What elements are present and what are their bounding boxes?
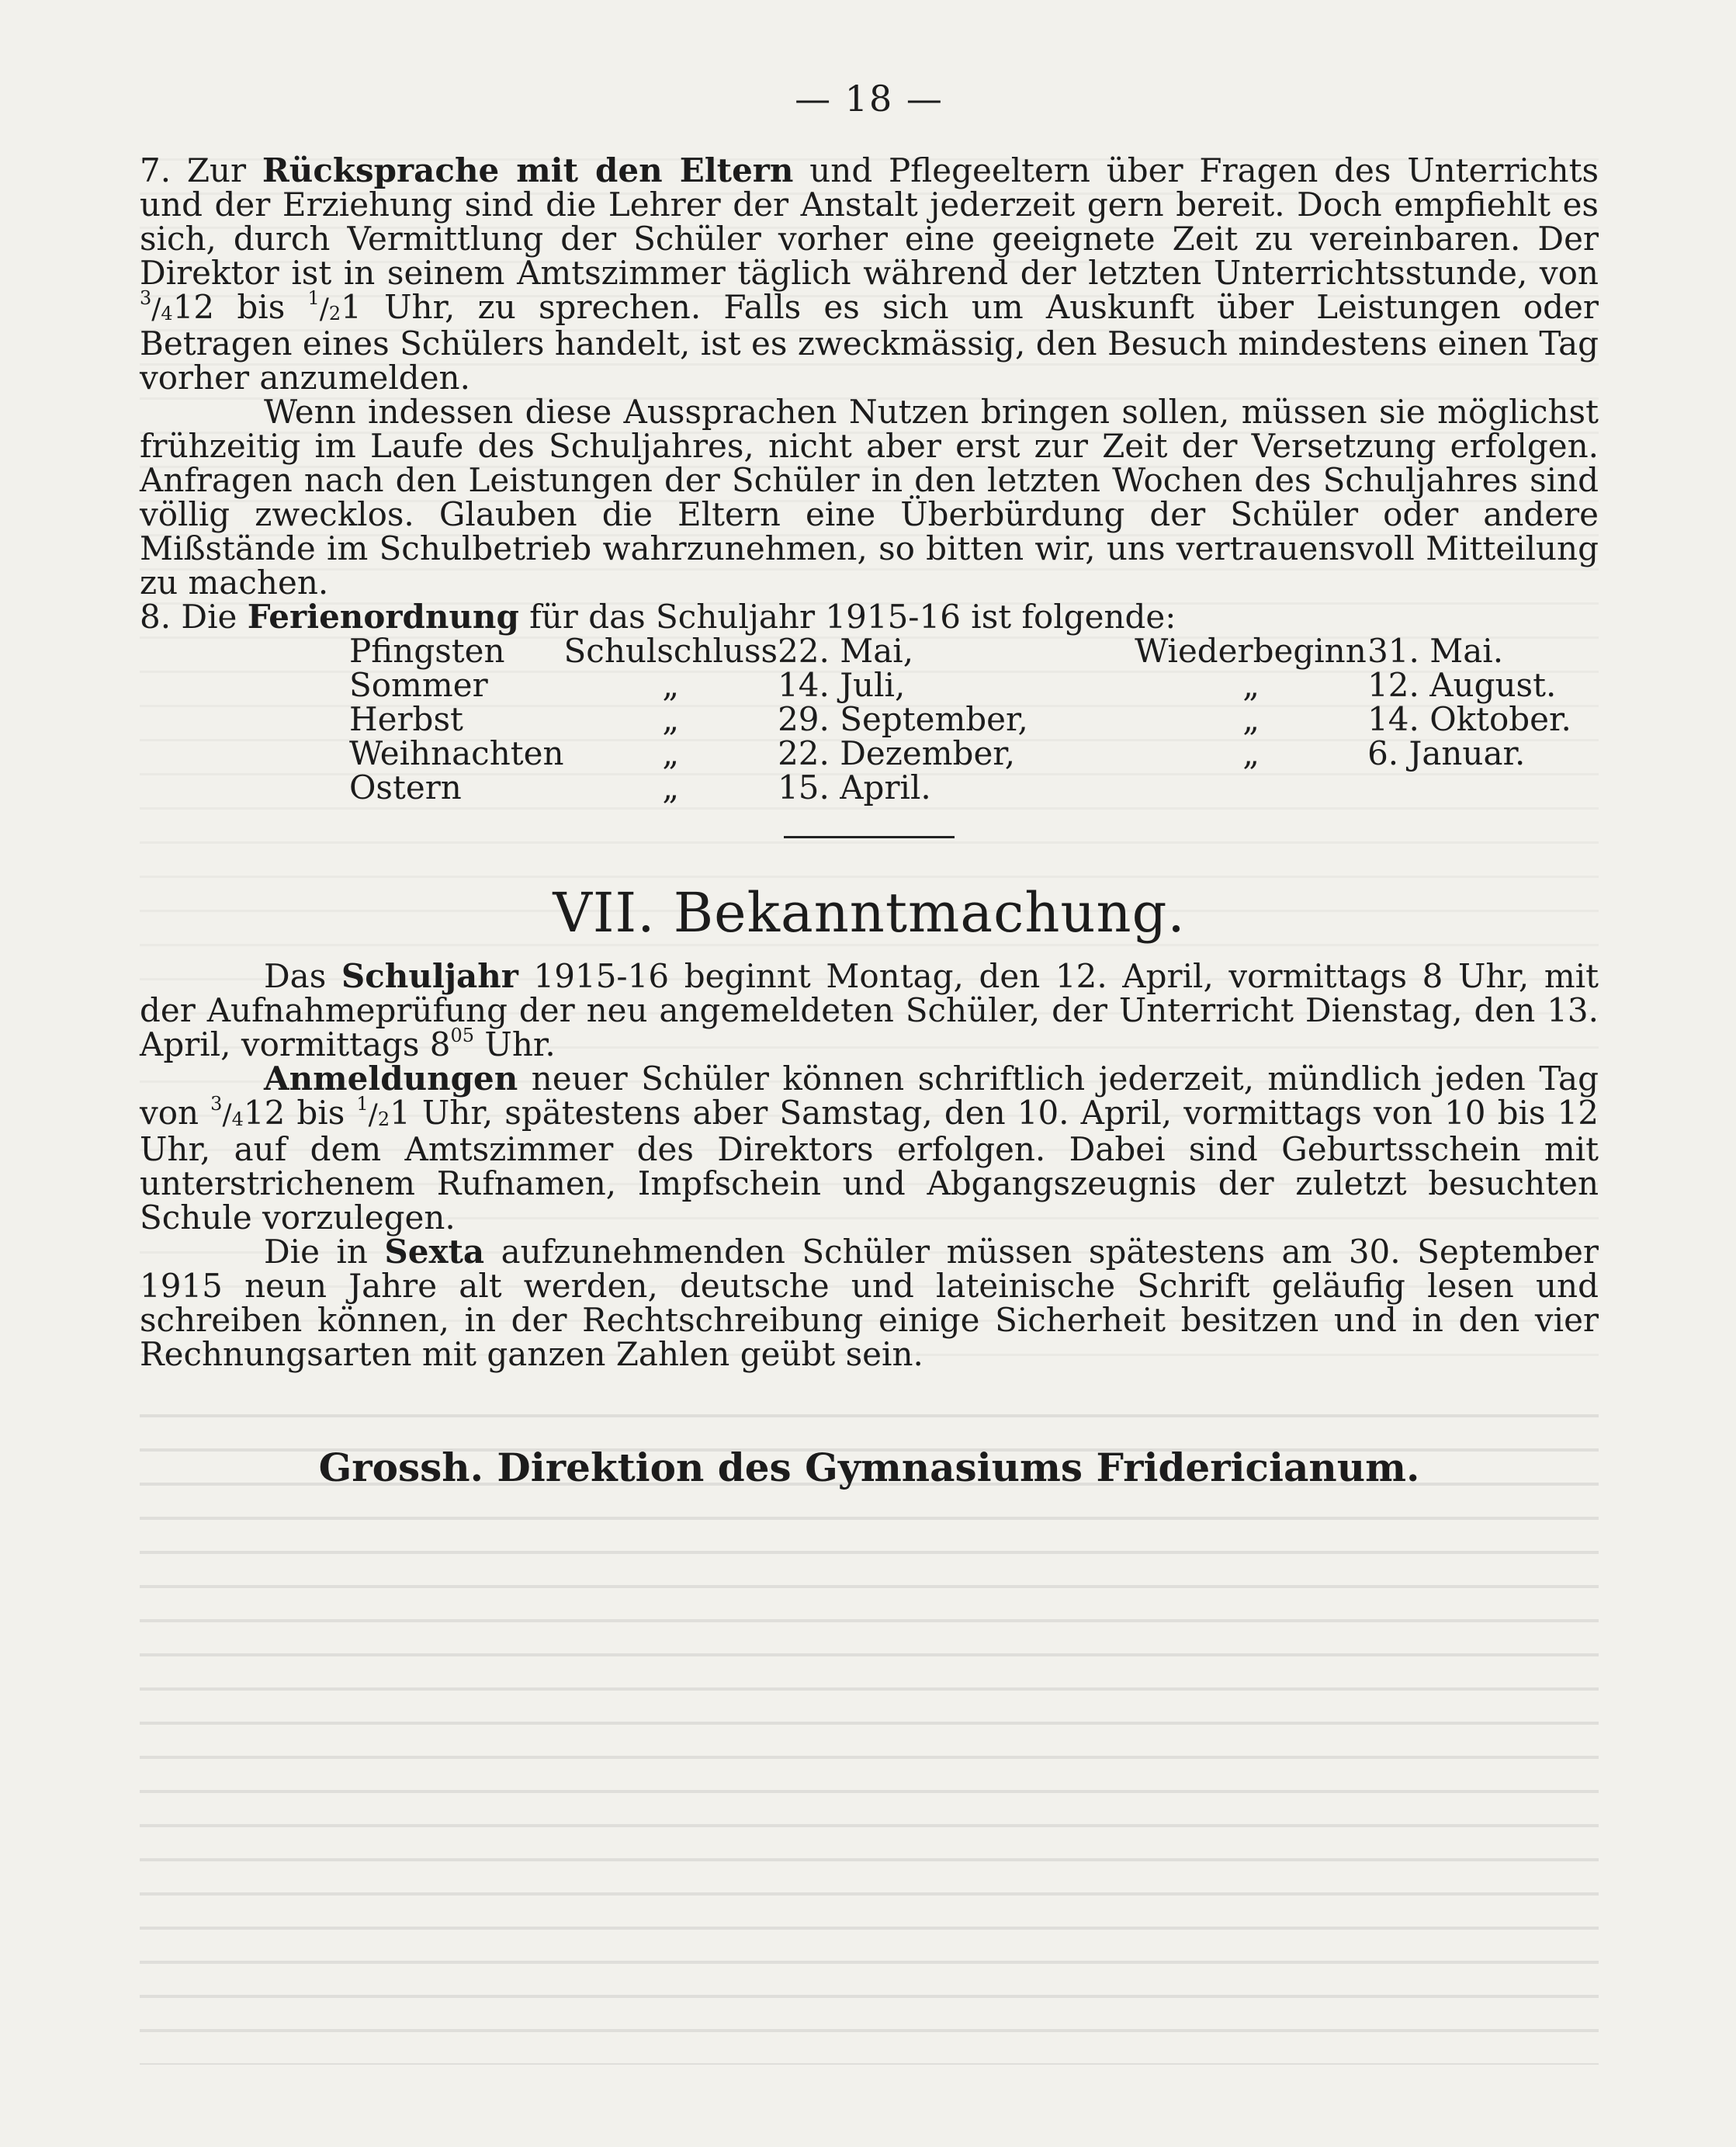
holiday-schedule-table [349, 634, 1571, 805]
section7-paragraph-1: 7. Zur Rücksprache mit den Eltern und Pflegeeltern über Fragen des Unterrichts und der Erziehung sind die Lehrer der Anstalt jederzeit gern bereit. Doch empfiehlt es sich, durch Vermittlung der Schüler vorher eine geeignete Zeit zu vereinbaren. Der Direktor ist in seinem Amtszimmer täglich während der letzten Unterrichtsstunde, von $^3/_412$ bis $^1/_21$ Uhr, zu sprechen. Falls es sich um Auskunft über Leistungen oder Betragen eines Schülers handelt, ist es zweckmässig, den Besuch mindestens einen Tag vorher anzumelden. [140, 151, 1599, 397]
table-row: Pfingsten Schulschluss 22. Mai, Wiederbeginn 31. Mai. [349, 632, 1504, 670]
announcement-paragraph-1: Das Schuljahr 1915-16 beginnt Montag, den 12. April, vormittags 8 Uhr, mit der Aufnahmeprüfung der neu angemeldeten Schüler, der Unterricht Dienstag, den 13. April, vormittags $8^{05}$ Uhr. [140, 957, 1599, 1063]
page-number: — 18 — [795, 78, 944, 120]
table-row: Ostern „ 15. April. [349, 768, 931, 806]
table-row: Herbst „ 29. September, „ 14. Oktober. [349, 700, 1571, 738]
announcement-paragraph-3: Die in Sexta aufzunehmenden Schüler müssen spätestens am 30. September 1915 neun Jahre alt werden, deutsche und lateinische Schrift geläufig lesen und schreiben können, in der Rechtschreibung einige Sicherheit besitzen und in den vier Rechnungsarten mit ganzen Zahlen geübt sein. [140, 1233, 1599, 1373]
bleed-through-shadow-lower [140, 1397, 1599, 2065]
table-row: Weihnachten „ 22. Dezember, „ 6. Januar. [349, 734, 1526, 772]
keyword-ruecksprache: Rücksprache mit den Eltern [262, 151, 794, 189]
keyword-ferienordnung: Ferienordnung [247, 598, 519, 636]
keyword-anmeldungen: Anmeldungen [264, 1060, 518, 1098]
keyword-schuljahr: Schuljahr [341, 957, 518, 995]
signature-line: Grossh. Direktion des Gymnasiums Fridericianum. [318, 1445, 1420, 1490]
table-row: Sommer „ 14. Juli, „ 12. August. [349, 666, 1557, 704]
section-divider [784, 836, 955, 838]
section-title: VII. Bekanntmachung. [553, 881, 1186, 945]
document-page [140, 78, 1599, 1491]
keyword-sexta: Sexta [384, 1233, 485, 1271]
section7-paragraph-2: Wenn indessen diese Aussprachen Nutzen bringen sollen, müssen sie möglichst frühzeitig im Laufe des Schuljahres, nicht aber erst zur Zeit der Versetzung erfolgen. Anfragen nach den Leistungen der Schüler in den letzten Wochen des Schuljahres sind völlig zwecklos. Glauben die Eltern eine Überbürdung der Schüler oder andere Mißstände im Schulbetrieb wahrzunehmen, so bitten wir, uns vertrauensvoll Mitteilung zu machen. [140, 393, 1599, 602]
announcement-paragraph-2: Anmeldungen neuer Schüler können schriftlich jederzeit, mündlich jeden Tag von $^3/_412$ bis $^1/_21$ Uhr, spätestens aber Samstag, den 10. April, vormittags von 10 bis 12 Uhr, auf dem Amtszimmer des Direktors erfolgen. Dabei sind Geburtsschein mit unterstrichenem Rufnamen, Impfschein und Abgangszeugnis der zuletzt besuchten Schule vorzulegen. [140, 1060, 1599, 1237]
section8-intro: 8. Die Ferienordnung für das Schuljahr 1915-16 ist folgende: [140, 598, 1176, 636]
